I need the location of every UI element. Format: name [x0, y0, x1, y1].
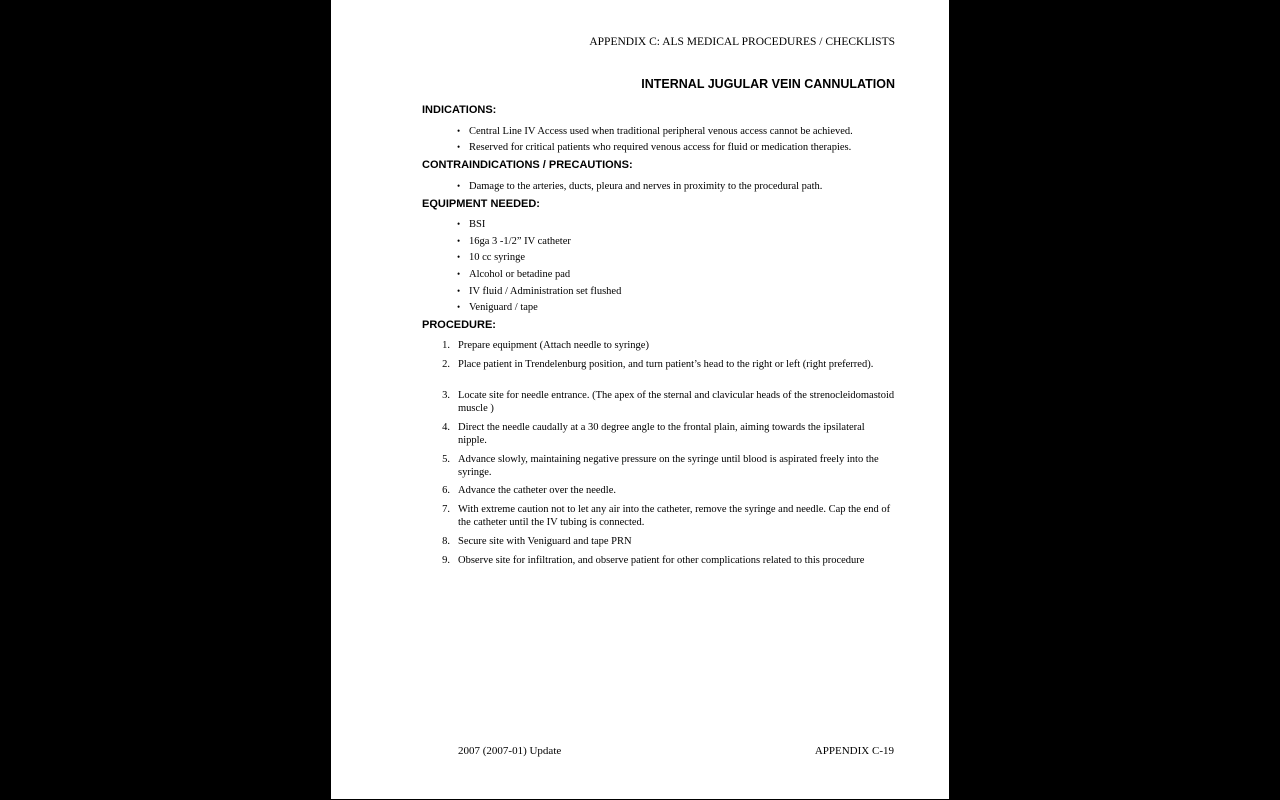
equipment-heading: EQUIPMENT NEEDED: — [422, 198, 540, 210]
bullet-icon: • — [457, 126, 461, 136]
step-text: Advance the catheter over the needle. — [458, 485, 616, 496]
bullet-icon: • — [457, 269, 461, 279]
bullet-icon: • — [457, 286, 461, 296]
procedure-heading: PROCEDURE: — [422, 319, 496, 331]
equipment-item-text: 16ga 3 -1/2” IV catheter — [469, 236, 571, 247]
step-text: Prepare equipment (Attach needle to syringe) — [458, 340, 649, 351]
indications-heading: INDICATIONS: — [422, 104, 497, 116]
document-page — [331, 0, 949, 799]
step-text: Advance slowly, maintaining negative pressure on the syringe until blood is aspirated freely into the syringe. — [458, 454, 879, 478]
equipment-item-text: Alcohol or betadine pad — [469, 269, 571, 280]
indications-item-text: Central Line IV Access used when traditional peripheral venous access cannot be achieved. — [469, 126, 853, 137]
equipment-item-text: IV fluid / Administration set flushed — [469, 286, 622, 297]
bullet-icon: • — [457, 302, 461, 312]
bullet-icon: • — [457, 236, 461, 246]
equipment-item-text: Veniguard / tape — [469, 302, 538, 313]
step-text: Place patient in Trendelenburg position, and turn patient’s head to the right or left (right preferred). — [458, 359, 874, 370]
step-number: 9. — [442, 555, 450, 566]
step-number: 2. — [442, 359, 450, 370]
step-text: Secure site with Veniguard and tape PRN — [458, 536, 632, 547]
step-number: 6. — [442, 485, 450, 496]
step-number: 3. — [442, 390, 450, 401]
step-text: Observe site for infiltration, and observe patient for other complications related to this procedure — [458, 555, 865, 566]
running-header: APPENDIX C: ALS MEDICAL PROCEDURES / CHECKLISTS — [589, 36, 895, 48]
bullet-icon: • — [457, 252, 461, 262]
page-title: INTERNAL JUGULAR VEIN CANNULATION — [641, 77, 895, 91]
contraindications-item-text: Damage to the arteries, ducts, pleura and nerves in proximity to the procedural path. — [469, 181, 823, 192]
step-number: 7. — [442, 504, 450, 515]
contraindications-heading: CONTRAINDICATIONS / PRECAUTIONS: — [422, 159, 633, 171]
step-text: With extreme caution not to let any air into the catheter, remove the syringe and needle. Cap the end of the catheter until the IV tubing is connected. — [458, 504, 891, 528]
step-number: 8. — [442, 536, 450, 547]
step-number: 4. — [442, 422, 450, 433]
footer-page-number: APPENDIX C-19 — [814, 745, 894, 757]
footer-update-label: 2007 (2007-01) Update — [458, 745, 562, 757]
bullet-icon: • — [457, 219, 461, 229]
step-number: 5. — [442, 454, 450, 465]
step-number: 1. — [442, 340, 450, 351]
step-text: Locate site for needle entrance. (The apex of the sternal and clavicular heads of the strenocleidomastoid muscle ) — [458, 390, 895, 414]
equipment-item-text: 10 cc syringe — [469, 252, 525, 263]
step-text: Direct the needle caudally at a 30 degree angle to the frontal plain, aiming towards the ipsilateral nipple. — [458, 422, 865, 446]
bullet-icon: • — [457, 142, 461, 152]
indications-item-text: Reserved for critical patients who required venous access for fluid or medication therapies. — [469, 142, 852, 153]
bullet-icon: • — [457, 181, 461, 191]
equipment-item-text: BSI — [469, 219, 486, 230]
